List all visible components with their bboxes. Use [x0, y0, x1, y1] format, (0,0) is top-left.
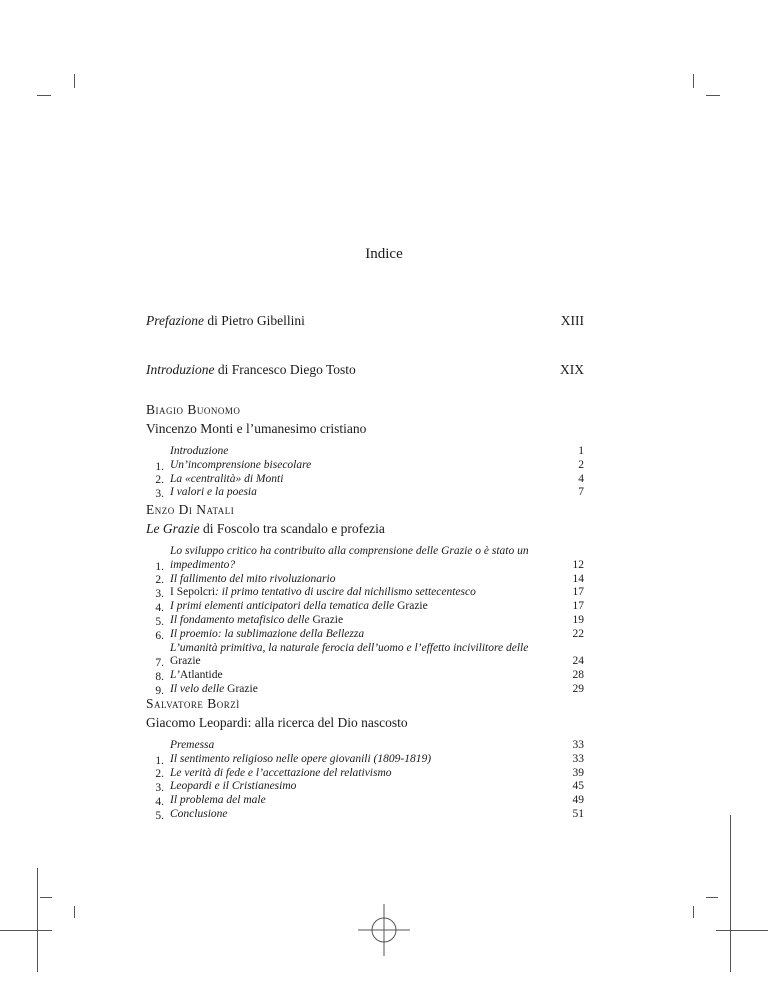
essay-title-part: Giacomo Leopardi: alla ricerca del Dio nascosto — [146, 715, 408, 730]
section-essay-title — [146, 419, 584, 439]
item-title-part: Atlantide — [179, 669, 223, 682]
item-title-part: Conclusione — [170, 807, 228, 820]
crop-mark — [706, 897, 718, 898]
entry-author: di Pietro Gibellini — [204, 313, 305, 328]
item-number: 5. — [155, 615, 164, 628]
item-title-part: Premessa — [170, 739, 215, 751]
item-page: 24 — [572, 655, 584, 668]
item-title — [170, 473, 560, 487]
toc-item — [146, 753, 584, 767]
section-essay-title — [146, 713, 584, 733]
item-title — [170, 669, 560, 683]
item-title-part: I primi elementi anticipatori della tematica delle — [170, 600, 398, 613]
toc-section — [146, 694, 584, 822]
item-title — [170, 767, 560, 781]
item-page: 17 — [572, 600, 584, 613]
toc-item — [146, 767, 584, 781]
toc-item — [146, 780, 584, 794]
registration-target-icon — [358, 904, 410, 956]
toc-item — [146, 586, 584, 600]
item-page: 39 — [572, 766, 584, 779]
section-items — [146, 739, 584, 822]
item-page: 33 — [572, 739, 584, 751]
essay-title-part: Grazie — [162, 521, 200, 536]
item-title — [170, 614, 560, 628]
essay-title-part: di Foscolo tra scandalo e profezia — [199, 521, 385, 536]
crop-mark — [693, 74, 694, 88]
item-title — [170, 739, 560, 753]
item-title-part: Grazie — [170, 655, 201, 668]
item-page: 14 — [572, 572, 584, 585]
item-number: 6. — [155, 629, 164, 642]
item-page: 22 — [572, 627, 584, 640]
section-author: Biagio Buonomo — [146, 402, 241, 417]
crop-mark — [74, 906, 75, 918]
section-items — [146, 445, 584, 500]
toc-item — [146, 600, 584, 614]
front-matter-entry — [146, 362, 584, 378]
item-page: 45 — [572, 780, 584, 793]
toc-item — [146, 473, 584, 487]
crop-mark — [693, 906, 694, 918]
item-number: 7. — [155, 657, 164, 670]
item-title-part: I Sepolcri — [170, 586, 216, 599]
item-title-part: Un’incomprensione bisecolare — [170, 458, 312, 471]
item-page: 19 — [572, 613, 584, 626]
item-title-part: Grazie — [397, 600, 428, 613]
item-title-part: La «centralità» di Monti — [170, 472, 284, 485]
toc-item — [146, 628, 584, 642]
section-essay-title — [146, 519, 584, 539]
item-page: 29 — [572, 682, 584, 695]
toc-section — [146, 500, 584, 697]
item-title — [170, 573, 560, 587]
entry-page: XIII — [560, 313, 584, 328]
item-number: 3. — [155, 782, 164, 795]
item-title — [170, 600, 560, 614]
item-title-part: Grazie — [227, 682, 258, 695]
item-page: 4 — [578, 472, 584, 485]
item-page: 1 — [578, 445, 584, 457]
item-title — [170, 445, 560, 459]
item-number: 1. — [155, 754, 164, 767]
toc-item — [146, 445, 584, 459]
item-page: 33 — [572, 752, 584, 765]
toc-item — [146, 794, 584, 808]
toc-item — [146, 669, 584, 683]
item-number: 9. — [155, 684, 164, 697]
item-number: 2. — [155, 574, 164, 587]
crop-mark — [716, 930, 768, 931]
item-title-part: L’umanità primitiva, la naturale ferocia dell’uomo e l’effetto incivilitore delle — [170, 641, 529, 654]
item-number: 1. — [155, 460, 164, 473]
crop-mark — [40, 897, 52, 898]
entry-page: XIX — [560, 362, 584, 377]
crop-mark — [74, 74, 75, 88]
item-title-part: Il velo delle — [170, 682, 228, 695]
item-page: 7 — [578, 486, 584, 499]
toc-item — [146, 739, 584, 753]
section-author: Enzo Di Natali — [146, 502, 235, 517]
item-title-part: Il problema del male — [170, 794, 266, 807]
entry-title: Prefazione — [146, 313, 204, 328]
item-title — [170, 753, 560, 767]
crop-mark — [37, 868, 38, 972]
page-title: Indice — [365, 246, 403, 262]
item-page: 28 — [572, 669, 584, 682]
entry-title: Introduzione — [146, 362, 215, 377]
toc-item — [146, 573, 584, 587]
item-number: 4. — [155, 601, 164, 614]
essay-title-part: Le — [146, 521, 163, 536]
item-title-part: : il primo tentativo di uscire dal nichilismo settecentesco — [215, 586, 476, 599]
item-number: 2. — [155, 474, 164, 487]
item-title-part: Grazie — [312, 613, 344, 626]
item-number: 5. — [155, 809, 164, 822]
item-title — [170, 808, 560, 822]
crop-mark — [730, 815, 731, 972]
toc-item — [146, 545, 584, 573]
entry-author: di Francesco Diego Tosto — [214, 362, 356, 377]
item-title-part: Il sentimento religioso nelle opere giovanili (1809-1819) — [170, 752, 432, 765]
item-page: 51 — [572, 807, 584, 820]
toc-section — [146, 400, 584, 500]
item-title — [170, 780, 560, 794]
item-page: 17 — [572, 586, 584, 599]
item-title-part: I valori e la poesia — [170, 486, 257, 499]
item-title — [170, 459, 560, 473]
section-items — [146, 545, 584, 697]
item-number: 4. — [155, 795, 164, 808]
item-title-part: Le verità di fede e l’accettazione del relativismo — [170, 766, 392, 779]
item-number: 1. — [155, 560, 164, 573]
toc-item — [146, 486, 584, 500]
item-title — [170, 642, 560, 670]
crop-mark — [706, 95, 720, 96]
front-matter-entry — [146, 313, 584, 329]
item-title-part: Lo sviluppo critico ha contribuito alla comprensione delle Grazie o è stato un impedimento? — [170, 545, 529, 571]
section-author: Salvatore Borzì — [146, 696, 240, 711]
item-title-part: Il fondamento metafisico delle — [170, 613, 313, 626]
item-title — [170, 545, 560, 573]
crop-mark — [37, 95, 51, 96]
item-title — [170, 486, 560, 500]
item-number: 3. — [155, 488, 164, 501]
toc-item — [146, 459, 584, 473]
essay-title-part: Vincenzo Monti e l’umanesimo cristiano — [146, 421, 367, 436]
toc-item — [146, 808, 584, 822]
crop-mark — [0, 930, 52, 931]
item-page: 49 — [572, 794, 584, 807]
item-number: 3. — [155, 588, 164, 601]
item-title-part: Il fallimento del mito rivoluzionario — [170, 572, 336, 585]
toc-item — [146, 614, 584, 628]
item-page: 2 — [578, 458, 584, 471]
item-number: 8. — [155, 670, 164, 683]
item-page: 12 — [572, 558, 584, 571]
item-title-part: L’ — [170, 669, 180, 682]
item-title-part: Leopardi e il Cristianesimo — [170, 780, 297, 793]
item-title — [170, 628, 560, 642]
toc-item — [146, 642, 584, 670]
item-title — [170, 586, 560, 600]
item-title — [170, 794, 560, 808]
item-number: 2. — [155, 768, 164, 781]
item-title-part: Il proemio: la sublimazione della Bellezza — [170, 627, 365, 640]
item-title-part: Introduzione — [170, 445, 229, 457]
